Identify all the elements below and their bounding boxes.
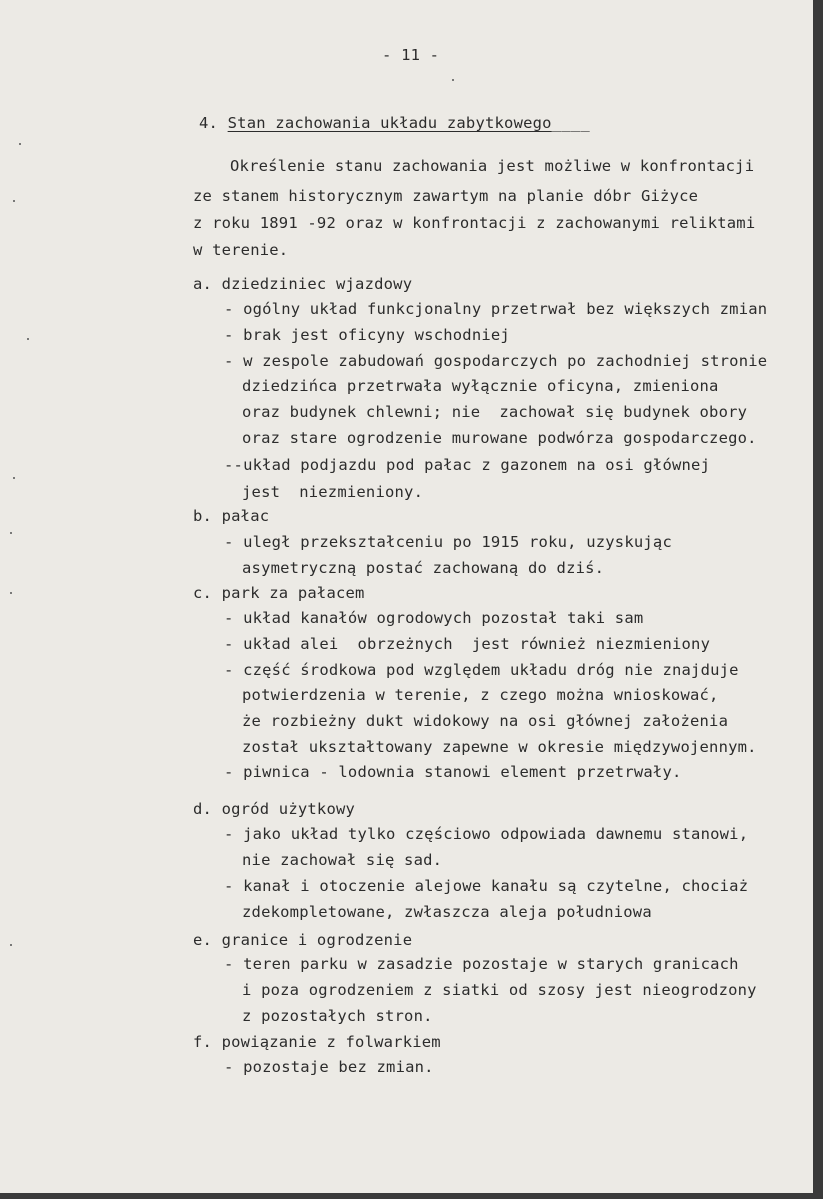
item-line: że rozbieżny dukt widokowy na osi głównej założenia [242,712,729,730]
item-label-b: b. pałac [193,507,270,525]
item-label-e: e. granice i ogrodzenie [193,931,413,949]
item-line: i poza ogrodzeniem z siatki od szosy jest nieogrodzony [242,981,757,999]
item-line: oraz budynek chlewni; nie zachował się budynek obory [242,403,748,421]
intro-line: Określenie stanu zachowania jest możliwe w konfrontacji [230,157,755,175]
item-line: - układ alei obrzeżnych jest również niezmieniony [224,635,711,653]
item-line: - jako układ tylko częściowo odpowiada dawnemu stanowi, [224,825,749,843]
item-label-a: a. dziedziniec wjazdowy [193,275,413,293]
item-line: - w zespole zabudowań gospodarczych po zachodniej stronie [224,352,768,370]
item-line: asymetryczną postać zachowaną do dziś. [242,559,605,577]
item-label-d: d. ogród użytkowy [193,800,356,818]
item-line: jest niezmieniony. [242,483,424,501]
item-line: - część środkowa pod względem układu dróg nie znajduje [224,661,739,679]
item-line: - kanał i otoczenie alejowe kanału są czytelne, chociaż [224,877,749,895]
scan-speck [13,200,15,202]
item-line: potwierdzenia w terenie, z czego można wnioskować, [242,686,719,704]
item-line: --układ podjazdu pod pałac z gazonem na osi głównej [224,456,711,474]
intro-line: z roku 1891 -92 oraz w konfrontacji z zachowanymi reliktami [193,214,756,232]
item-line: nie zachował się sad. [242,851,443,869]
item-line: - teren parku w zasadzie pozostaje w starych granicach [224,955,739,973]
item-label-c: c. park za pałacem [193,584,365,602]
scan-speck [13,477,15,479]
page-number: - 11 - [382,46,440,64]
scan-speck [10,944,12,946]
intro-line: w terenie. [193,241,289,259]
section-title: Stan zachowania układu zabytkowego [227,114,552,132]
scan-speck [27,338,29,340]
section-title-trail: ____ [551,114,590,132]
item-line: został ukształtowany zapewne w okresie międzywojennym. [242,738,757,756]
item-line: - piwnica - lodownia stanowi element przetrwały. [224,763,682,781]
item-line: - układ kanałów ogrodowych pozostał taki sam [224,609,644,627]
scan-speck [452,79,454,81]
item-line: dziedzińca przetrwała wyłącznie oficyna, zmieniona [242,377,719,395]
section-number: 4. [199,114,219,132]
scan-speck [10,592,12,594]
scan-speck [10,532,12,534]
section-heading [199,114,590,132]
item-line: oraz stare ogrodzenie murowane podwórza gospodarczego. [242,429,757,447]
item-line: z pozostałych stron. [242,1007,433,1025]
item-line: - ogólny układ funkcjonalny przetrwał bez większych zmian [224,300,768,318]
item-line: - pozostaje bez zmian. [224,1058,434,1076]
item-line: zdekompletowane, zwłaszcza aleja południowa [242,903,652,921]
item-line: - brak jest oficyny wschodniej [224,326,510,344]
item-label-f: f. powiązanie z folwarkiem [193,1033,441,1051]
item-line: - uległ przekształceniu po 1915 roku, uzyskując [224,533,672,551]
intro-line: ze stanem historycznym zawartym na planie dóbr Giżyce [193,187,699,205]
scan-speck [19,143,21,145]
